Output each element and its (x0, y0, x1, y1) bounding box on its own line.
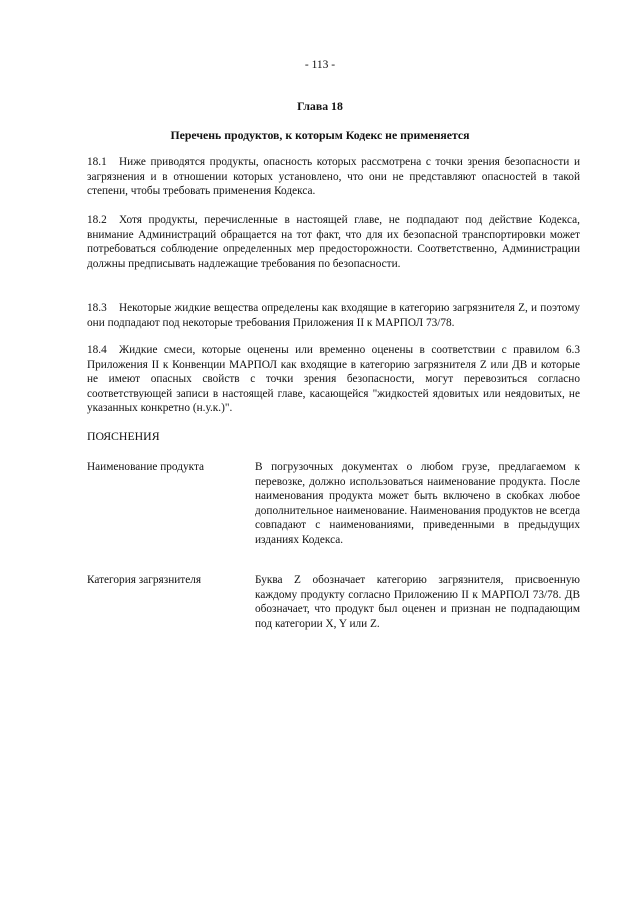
paragraph-18-3 (87, 301, 580, 330)
paragraph-number: 18.3 (87, 302, 107, 314)
chapter-title: Глава 18 (297, 99, 343, 113)
paragraph-text: Жидкие смеси, которые оценены или временно оценены в соответствии с правилом 6.3 Приложения II к Конвенции МАРПОЛ как входящие в категорию загрязнителя Z или ДВ и которые не имеют опасных свойств с точки зрения безопасности, могут перевозиться согласно соответствующей записи в настоящей главе, касающейся "жидкостей ядовитых или неядовитых, не указанных конкретно (н.у.к.)". (87, 344, 580, 415)
paragraph-number: 18.1 (87, 156, 107, 168)
chapter-subtitle: Перечень продуктов, к которым Кодекс не применяется (170, 128, 470, 142)
definition-term: Категория загрязнителя (87, 574, 202, 586)
paragraph-18-1 (87, 155, 580, 199)
definition-term: Наименование продукта (87, 461, 205, 473)
explanations-heading: ПОЯСНЕНИЯ (87, 429, 160, 443)
paragraph-number: 18.4 (87, 344, 107, 356)
paragraph-text: Хотя продукты, перечисленные в настоящей главе, не подпадают под действие Кодекса, внимание Администраций обращается на тот факт, что для их безопасной транспортировки может потребоваться соблюдение определенных мер предосторожности. Соответственно, Администрации должны предписывать надлежащие требования по безопасности. (87, 214, 580, 270)
page-number: - 113 - (304, 59, 336, 71)
paragraph-text: Некоторые жидкие вещества определены как входящие в категорию загрязнителя Z, и поэтому они подпадают под некоторые требования Приложения II к МАРПОЛ 73/78. (87, 302, 580, 329)
paragraph-18-4 (87, 343, 580, 416)
definition-text: Буква Z обозначает категорию загрязнителя, присвоенную каждому продукту согласно Приложению II к МАРПОЛ 73/78. ДВ обозначает, что продукт был оценен и признан не подпадающим под категории X, Y или Z. (255, 574, 580, 630)
paragraph-text: Ниже приводятся продукты, опасность которых рассмотрена с точки зрения безопасности и загрязнения и в отношении которых установлено, что они не представляют опасностей в такой степени, чтобы требовать применения Кодекса. (87, 156, 580, 198)
definition-text: В погрузочных документах о любом грузе, предлагаемом к перевозке, должно использоваться наименование продукта. После наименования продукта может быть включено в скобках любое дополнительное наименование. Наименования продуктов не всегда совпадают с наименованиями, приведенными в предыдущих изданиях Кодекса. (255, 461, 580, 546)
paragraph-number: 18.2 (87, 214, 107, 226)
paragraph-18-2 (87, 213, 580, 271)
